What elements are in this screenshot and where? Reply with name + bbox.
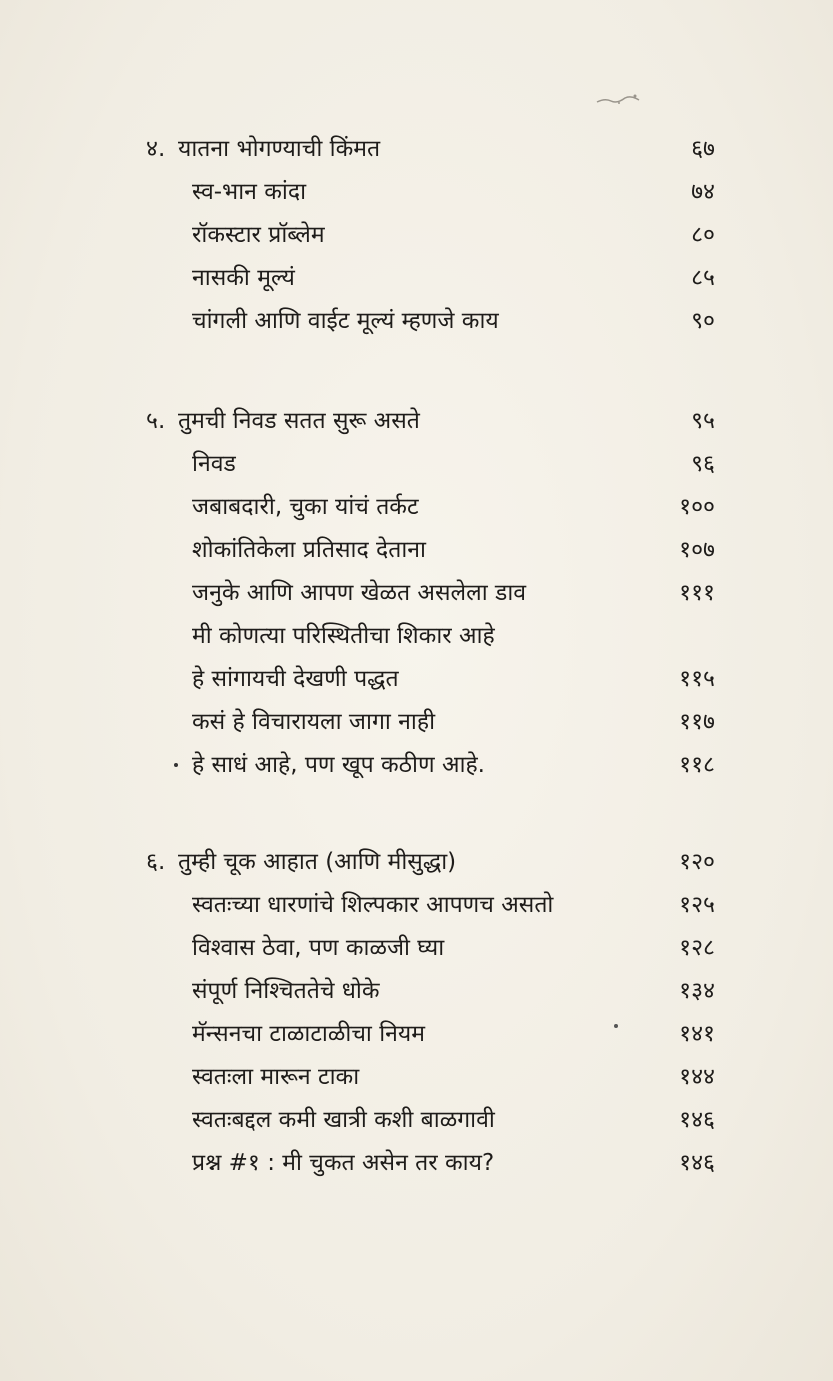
entry-page-number: १००	[679, 494, 715, 520]
toc-entry[interactable]	[0, 706, 833, 748]
entry-page-number: ८०	[691, 222, 715, 248]
entry-page-number: ९०	[691, 308, 715, 334]
entry-title: मी कोणत्या परिस्थितीचा शिकार आहे	[192, 623, 495, 649]
entry-title: हे सांगायची देखणी पद्धत	[192, 666, 399, 692]
entry-page-number: १०७	[679, 537, 715, 563]
entry-page-number: १४४	[679, 1064, 715, 1090]
toc-entry[interactable]	[0, 491, 833, 533]
entry-title: शोकांतिकेला प्रतिसाद देताना	[192, 537, 426, 563]
entry-title: तुमची निवड सतत सुरू असते	[178, 408, 420, 434]
toc-entry[interactable]	[0, 846, 833, 888]
entry-page-number: १११	[679, 580, 715, 606]
toc-entry[interactable]	[0, 975, 833, 1017]
entry-title: निवड	[192, 451, 236, 477]
entry-title: हे साधं आहे, पण खूप कठीण आहे.	[192, 752, 485, 778]
entry-title: तुम्ही चूक आहात (आणि मीसुद्धा)	[178, 849, 457, 875]
entry-title: मॅन्सनचा टाळाटाळीचा नियम	[192, 1021, 426, 1047]
entry-title: स्व-भान कांदा	[192, 179, 307, 205]
bullet-dot-icon	[174, 763, 178, 767]
entry-page-number: १४६	[679, 1150, 715, 1176]
entry-page-number: ६७	[691, 136, 715, 162]
chapter-number: ६.	[146, 849, 166, 875]
entry-page-number: १३४	[679, 978, 715, 1004]
entry-title: कसं हे विचारायला जागा नाही	[192, 709, 436, 735]
toc-entry[interactable]	[0, 1147, 833, 1189]
entry-page-number: १२०	[679, 849, 715, 875]
entry-title: जबाबदारी, चुका यांचं तर्कट	[192, 494, 419, 520]
toc-entry[interactable]	[0, 176, 833, 218]
toc-entry[interactable]	[0, 889, 833, 931]
entry-page-number: १२५	[679, 892, 715, 918]
entry-title: जनुके आणि आपण खेळत असलेला डाव	[192, 580, 527, 606]
entry-title: स्वतःच्या धारणांचे शिल्पकार आपणच असतो	[192, 892, 554, 918]
chapter-number: ४.	[146, 136, 166, 162]
entry-page-number: ११५	[679, 666, 715, 692]
entry-page-number: १४६	[679, 1107, 715, 1133]
entry-page-number: १२८	[679, 935, 715, 961]
toc-entry[interactable]	[0, 932, 833, 974]
chapter-number: ५.	[146, 408, 166, 434]
entry-title: नासकी मूल्यं	[192, 265, 295, 291]
toc-entry[interactable]	[0, 305, 833, 347]
toc-entry[interactable]	[0, 749, 833, 791]
toc-entry[interactable]	[0, 219, 833, 261]
toc-entry[interactable]	[0, 1018, 833, 1060]
entry-page-number: ८५	[691, 265, 715, 291]
toc-entry[interactable]	[0, 577, 833, 619]
toc-entry[interactable]	[0, 1104, 833, 1146]
entry-page-number: ७४	[691, 179, 715, 205]
entry-title: यातना भोगण्याची किंमत	[178, 136, 381, 162]
entry-title: प्रश्न #१ : मी चुकत असेन तर काय?	[192, 1150, 495, 1176]
toc-entry[interactable]	[0, 405, 833, 447]
entry-page-number: ११७	[679, 709, 715, 735]
ink-smudge-mark	[595, 92, 643, 106]
toc-entry[interactable]	[0, 133, 833, 175]
toc-entry[interactable]	[0, 620, 833, 662]
entry-title: स्वतःला मारून टाका	[192, 1064, 360, 1090]
entry-page-number: ९६	[691, 451, 715, 477]
entry-page-number: ११८	[679, 752, 715, 778]
toc-entry[interactable]	[0, 663, 833, 705]
toc-entry[interactable]	[0, 1061, 833, 1103]
entry-title: विश्वास ठेवा, पण काळजी घ्या	[192, 935, 445, 961]
entry-title: चांगली आणि वाईट मूल्यं म्हणजे काय	[192, 308, 499, 334]
entry-title: संपूर्ण निश्चिततेचे धोके	[192, 978, 380, 1004]
entry-page-number: ९५	[691, 408, 715, 434]
entry-title: रॉकस्टार प्रॉब्लेम	[192, 222, 325, 248]
toc-entry[interactable]	[0, 448, 833, 490]
toc-entry[interactable]	[0, 262, 833, 304]
stray-dot-mark	[614, 1024, 618, 1028]
entry-page-number: १४१	[679, 1021, 715, 1047]
toc-entry[interactable]	[0, 534, 833, 576]
entry-title: स्वतःबद्दल कमी खात्री कशी बाळगावी	[192, 1107, 495, 1133]
